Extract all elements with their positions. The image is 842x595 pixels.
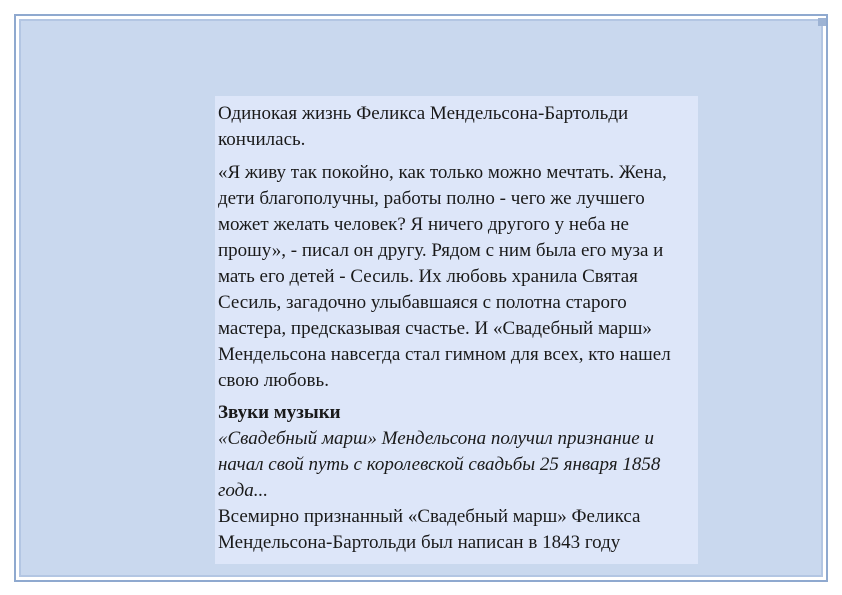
- slide-frame: [14, 14, 828, 582]
- italic-paragraph: «Свадебный марш» Мендельсона получил признание и начал свой путь с королевской свадьбы 25 января 1858 года...: [218, 428, 661, 501]
- closing-paragraph: Всемирно признанный «Свадебный марш» Феликса Мендельсона-Бартольди был написан в 1843 году: [218, 506, 641, 553]
- corner-mark: [818, 18, 826, 26]
- text-box: [215, 96, 698, 564]
- section-heading: Звуки музыки: [218, 402, 341, 423]
- intro-paragraph: Одинокая жизнь Феликса Мендельсона-Бартольди кончилась.: [218, 103, 629, 150]
- quote-paragraph: «Я живу так покойно, как только можно мечтать. Жена, дети благополучны, работы полно - чего же лучшего может желать человек? Я ничего другого у неба не прошу», - писал он другу. Рядом с ним была его муза и мать его детей - Сесиль. Их любовь хранила Святая Сесиль, загадочно улыбавшаяся с полотна старого мастера, предсказывая счастье. И «Свадебный марш» Мендельсона навсегда стал гимном для всех, кто нашел свою любовь.: [218, 162, 671, 391]
